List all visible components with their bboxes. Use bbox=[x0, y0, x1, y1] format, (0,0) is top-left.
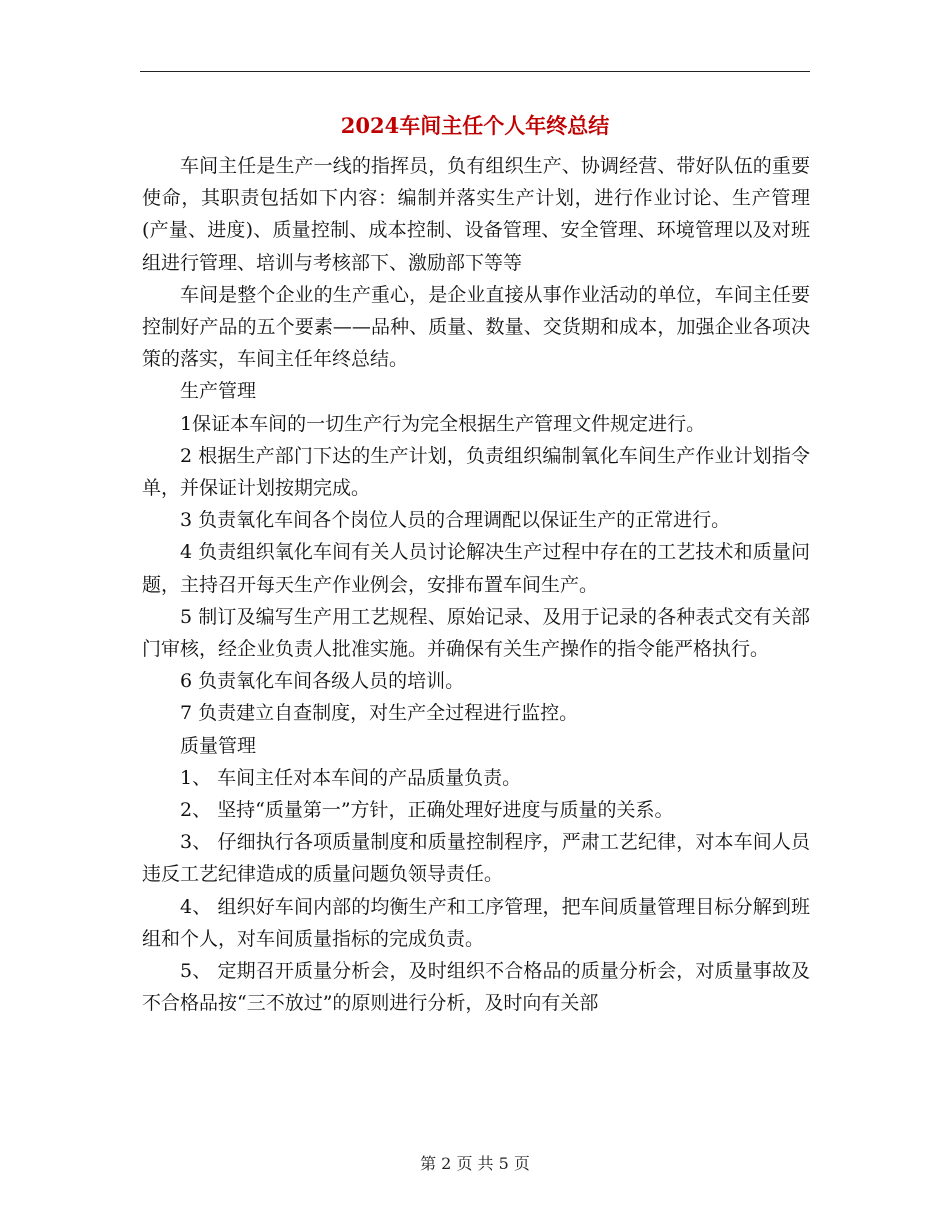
list-item: 5、 定期召开质量分析会，及时组织不合格品的质量分析会，对质量事故及不合格品按“三不放过”的原则进行分析，及时向有关部 bbox=[142, 960, 810, 1015]
section-heading: 质量管理 bbox=[180, 734, 257, 757]
list-item: 1保证本车间的一切生产行为完全根据生产管理文件规定进行。 bbox=[180, 412, 706, 435]
page-number-footer: 第 2 页 共 5 页 bbox=[420, 1154, 530, 1173]
list-item: 4 负责组织氧化车间有关人员讨论解决生产过程中存在的工艺技术和质量问题，主持召开每天生产作业例会，安排布置车间生产。 bbox=[142, 541, 810, 596]
list-item: 2 根据生产部门下达的生产计划，负责组织编制氧化车间生产作业计划指令单，并保证计划按期完成。 bbox=[142, 444, 810, 500]
list-item: 5 制订及编写生产用工艺规程、原始记录、及用于记录的各种表式交有关部门审核，经企业负责人批准实施。并确保有关生产操作的指令能严格执行。 bbox=[142, 605, 810, 661]
list-item: 6 负责氧化车间各级人员的培训。 bbox=[180, 670, 465, 693]
list-item: 2、 坚持“质量第一”方针，正确处理好进度与质量的关系。 bbox=[180, 799, 674, 822]
paragraph: 车间是整个企业的生产重心，是企业直接从事作业活动的单位，车间主任要控制好产品的五个要素——品种、质量、数量、交货期和成本，加强企业各项决策的落实，车间主任年终总结。 bbox=[142, 283, 810, 371]
list-item: 7 负责建立自查制度，对生产全过程进行监控。 bbox=[180, 702, 579, 725]
document-title: 2024车间主任个人年终总结 bbox=[340, 113, 610, 138]
header-rule bbox=[140, 71, 810, 72]
list-item: 3 负责氧化车间各个岗位人员的合理调配以保证生产的正常进行。 bbox=[180, 509, 731, 532]
list-item: 3、 仔细执行各项质量制度和质量控制程序，严肃工艺纪律，对本车间人员违反工艺纪律造成的质量问题负领导责任。 bbox=[142, 831, 810, 886]
document-body bbox=[142, 150, 810, 1019]
paragraph: 车间主任是生产一线的指挥员，负有组织生产、协调经营、带好队伍的重要使命，其职责包括如下内容：编制并落实生产计划，进行作业讨论、生产管理(产量、进度)、质量控制、成本控制、设备管理、安全管理、环境管理以及对班组进行管理、培训与考核部下、激励部下等等 bbox=[142, 155, 810, 274]
list-item: 1、 车间主任对本车间的产品质量负责。 bbox=[180, 766, 522, 789]
section-heading: 生产管理 bbox=[180, 380, 257, 403]
list-item: 4、 组织好车间内部的均衡生产和工序管理，把车间质量管理目标分解到班组和个人，对车间质量指标的完成负责。 bbox=[142, 895, 810, 950]
